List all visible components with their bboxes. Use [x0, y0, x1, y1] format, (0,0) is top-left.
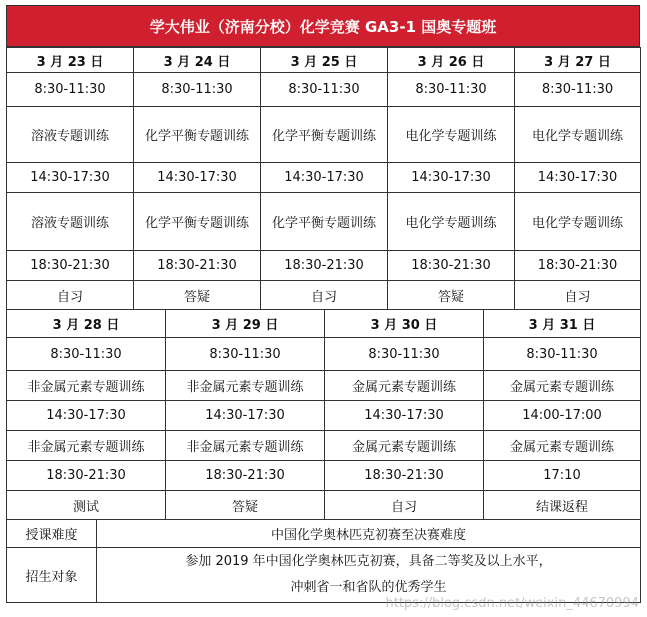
week2-table — [6, 309, 641, 520]
time-cell: 17:10 — [484, 461, 641, 491]
topic-cell: 金属元素专题训练 — [484, 371, 641, 401]
day-header: 3 月 26 日 — [388, 48, 515, 73]
activity-cell: 答疑 — [388, 281, 515, 310]
time-cell: 18:30-21:30 — [325, 461, 484, 491]
time-cell: 18:30-21:30 — [261, 251, 388, 281]
time-cell: 8:30-11:30 — [325, 338, 484, 371]
topic-cell: 化学平衡专题训练 — [261, 193, 388, 251]
topic-cell: 化学平衡专题训练 — [134, 193, 261, 251]
activity-cell: 自习 — [261, 281, 388, 310]
time-cell: 8:30-11:30 — [7, 73, 134, 107]
week2-morning-time-row — [7, 338, 641, 371]
time-cell: 14:30-17:30 — [7, 163, 134, 193]
topic-cell: 非金属元素专题训练 — [7, 431, 166, 461]
time-cell: 14:30-17:30 — [166, 401, 325, 431]
time-cell: 8:30-11:30 — [7, 338, 166, 371]
topic-cell: 溶液专题训练 — [7, 107, 134, 163]
topic-cell: 化学平衡专题训练 — [134, 107, 261, 163]
time-cell: 14:00-17:00 — [484, 401, 641, 431]
activity-cell: 自习 — [7, 281, 134, 310]
activity-cell: 自习 — [515, 281, 641, 310]
week1-evening-time-row — [7, 251, 641, 281]
time-cell: 18:30-21:30 — [7, 461, 166, 491]
target-line-2: 冲刺省一和省队的优秀学生 — [290, 580, 447, 595]
day-header: 3 月 25 日 — [261, 48, 388, 73]
week2-evening-time-row — [7, 461, 641, 491]
day-header: 3 月 27 日 — [515, 48, 641, 73]
time-cell: 14:30-17:30 — [325, 401, 484, 431]
topic-cell: 电化学专题训练 — [388, 107, 515, 163]
week1-table — [6, 47, 641, 310]
time-cell: 18:30-21:30 — [7, 251, 134, 281]
week2-afternoon-topic-row — [7, 431, 641, 461]
target-label: 招生对象 — [7, 548, 97, 603]
time-cell: 18:30-21:30 — [515, 251, 641, 281]
activity-cell: 结课返程 — [484, 491, 641, 520]
day-header: 3 月 24 日 — [134, 48, 261, 73]
time-cell: 14:30-17:30 — [7, 401, 166, 431]
time-cell: 8:30-11:30 — [166, 338, 325, 371]
topic-cell: 金属元素专题训练 — [484, 431, 641, 461]
target-line-1: 参加 2019 年中国化学奥林匹克初赛，具备二等奖及以上水平， — [185, 554, 552, 569]
watermark: https://blog.csdn.net/weixin_44670994 — [385, 596, 639, 611]
activity-cell: 测试 — [7, 491, 166, 520]
week2-afternoon-time-row — [7, 401, 641, 431]
topic-cell: 电化学专题训练 — [388, 193, 515, 251]
difficulty-row — [7, 520, 641, 548]
target-value — [97, 548, 641, 603]
activity-cell: 答疑 — [166, 491, 325, 520]
difficulty-value: 中国化学奥林匹克初赛至决赛难度 — [97, 520, 641, 548]
time-cell: 18:30-21:30 — [134, 251, 261, 281]
day-header: 3 月 31 日 — [484, 310, 641, 338]
week1-morning-time-row — [7, 73, 641, 107]
week2-evening-activity-row — [7, 491, 641, 520]
time-cell: 14:30-17:30 — [515, 163, 641, 193]
week1-afternoon-topic-row — [7, 193, 641, 251]
time-cell: 18:30-21:30 — [166, 461, 325, 491]
schedule-sheet — [6, 5, 640, 603]
week1-evening-activity-row — [7, 281, 641, 310]
topic-cell: 溶液专题训练 — [7, 193, 134, 251]
week1-afternoon-time-row — [7, 163, 641, 193]
topic-cell: 电化学专题训练 — [515, 193, 641, 251]
time-cell: 18:30-21:30 — [388, 251, 515, 281]
difficulty-label: 授课难度 — [7, 520, 97, 548]
topic-cell: 金属元素专题训练 — [325, 431, 484, 461]
time-cell: 8:30-11:30 — [515, 73, 641, 107]
time-cell: 8:30-11:30 — [388, 73, 515, 107]
week2-day-row — [7, 310, 641, 338]
day-header: 3 月 23 日 — [7, 48, 134, 73]
week1-day-row — [7, 48, 641, 73]
week1-morning-topic-row — [7, 107, 641, 163]
activity-cell: 答疑 — [134, 281, 261, 310]
topic-cell: 化学平衡专题训练 — [261, 107, 388, 163]
topic-cell: 非金属元素专题训练 — [166, 371, 325, 401]
topic-cell: 电化学专题训练 — [515, 107, 641, 163]
time-cell: 8:30-11:30 — [134, 73, 261, 107]
time-cell: 8:30-11:30 — [261, 73, 388, 107]
activity-cell: 自习 — [325, 491, 484, 520]
topic-cell: 金属元素专题训练 — [325, 371, 484, 401]
info-table — [6, 519, 641, 603]
day-header: 3 月 29 日 — [166, 310, 325, 338]
target-row — [7, 548, 641, 603]
time-cell: 14:30-17:30 — [134, 163, 261, 193]
day-header: 3 月 30 日 — [325, 310, 484, 338]
topic-cell: 非金属元素专题训练 — [7, 371, 166, 401]
time-cell: 14:30-17:30 — [388, 163, 515, 193]
week2-morning-topic-row — [7, 371, 641, 401]
schedule-title: 学大伟业（济南分校）化学竞赛 GA3-1 国奥专题班 — [6, 5, 640, 47]
topic-cell: 非金属元素专题训练 — [166, 431, 325, 461]
time-cell: 8:30-11:30 — [484, 338, 641, 371]
time-cell: 14:30-17:30 — [261, 163, 388, 193]
day-header: 3 月 28 日 — [7, 310, 166, 338]
